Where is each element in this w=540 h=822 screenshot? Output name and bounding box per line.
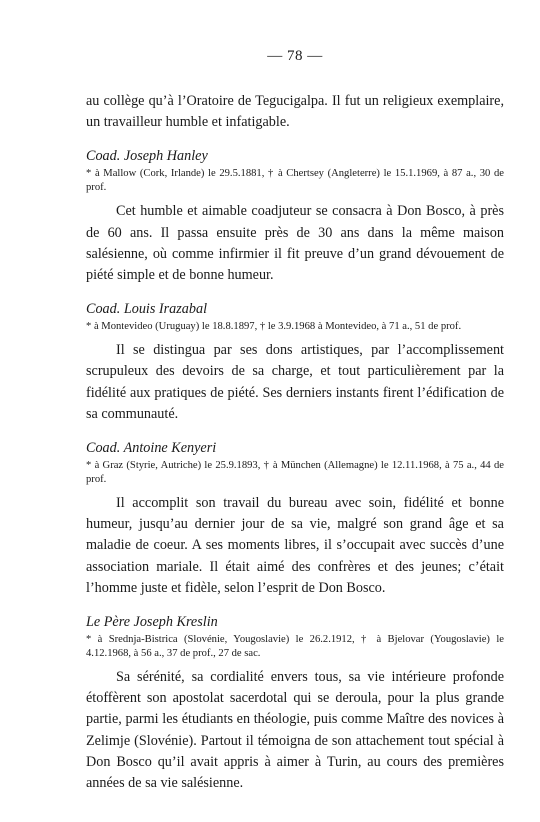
obituary-entry-irazabal bbox=[86, 300, 504, 425]
document-page bbox=[86, 48, 504, 794]
entry-name: Coad. Antoine Kenyeri bbox=[86, 440, 217, 457]
opening-paragraph: au collège qu’à l’Oratoire de Tegucigalpa. Il fut un religieux exemplaire, un travailleur humble et infatigable. bbox=[86, 93, 504, 131]
entry-name: Coad. Louis Irazabal bbox=[86, 301, 208, 318]
obituary-entry-kenyeri bbox=[86, 439, 504, 599]
entry-text: Il se distingua par ses dons artistiques, par l’accomplissement scrupuleux des devoirs de sa charge, et tout particulièrement par la fidélité aux pratiques de piété. Ses derniers instants firent l’édification de sa communauté. bbox=[86, 342, 504, 422]
obituary-entry-kreslin bbox=[86, 613, 504, 794]
entry-dates: * à Srednja-Bistrica (Slovénie, Yougoslavie) le 26.2.1912, † à Bjelovar (Yougoslavie) le 4.12.1968, à 56 a., 37 de prof., 27 de sac. bbox=[86, 634, 504, 660]
entry-text: Sa sérénité, sa cordialité envers tous, sa vie intérieure profonde étoffèrent son apostolat sacerdotal qui se deroula, pour la plus grande partie, parmi les étudiants en théologie, puis comme Maître des novices à Zelimje (Slovénie). Partout il témoigna de son attachement tout spécial à Don Bosco qu’il avait appris à aimer à Turin, au cours des premières années de sa vie salésienne. bbox=[86, 669, 504, 792]
entry-text: Il accomplit son travail du bureau avec soin, fidélité et bonne humeur, jusqu’au dernier jour de sa vie, malgré son grand âge et sa maladie de coeur. A ses moments libres, il s’occupait avec succès d’une association mariale. Il était aimé des confrères et des jeunes; c’était l’homme juste et fidèle, selon l’esprit de Don Bosco. bbox=[86, 495, 504, 596]
entry-dates: * à Graz (Styrie, Autriche) le 25.9.1893, † à München (Allemagne) le 12.11.1968, à 75 a., 44 de prof. bbox=[86, 460, 504, 486]
entry-name: Coad. Joseph Hanley bbox=[86, 148, 208, 165]
obituary-entry-hanley bbox=[86, 147, 504, 286]
entry-name: Le Père Joseph Kreslin bbox=[86, 614, 218, 631]
page-number: — 78 — bbox=[267, 48, 323, 64]
entry-dates: * à Montevideo (Uruguay) le 18.8.1897, † le 3.9.1968 à Montevideo, à 71 a., 51 de prof. bbox=[86, 321, 462, 333]
entry-dates: * à Mallow (Cork, Irlande) le 29.5.1881, † à Chertsey (Angleterre) le 15.1.1969, à 87 a., 30 de prof. bbox=[86, 168, 504, 194]
entry-text: Cet humble et aimable coadjuteur se consacra à Don Bosco, à près de 60 ans. Il passa ensuite près de 30 ans dans la même maison salésienne, où comme infirmier il fit preuve d’un grand dévouement de piété simple et de bonne humeur. bbox=[86, 203, 504, 284]
